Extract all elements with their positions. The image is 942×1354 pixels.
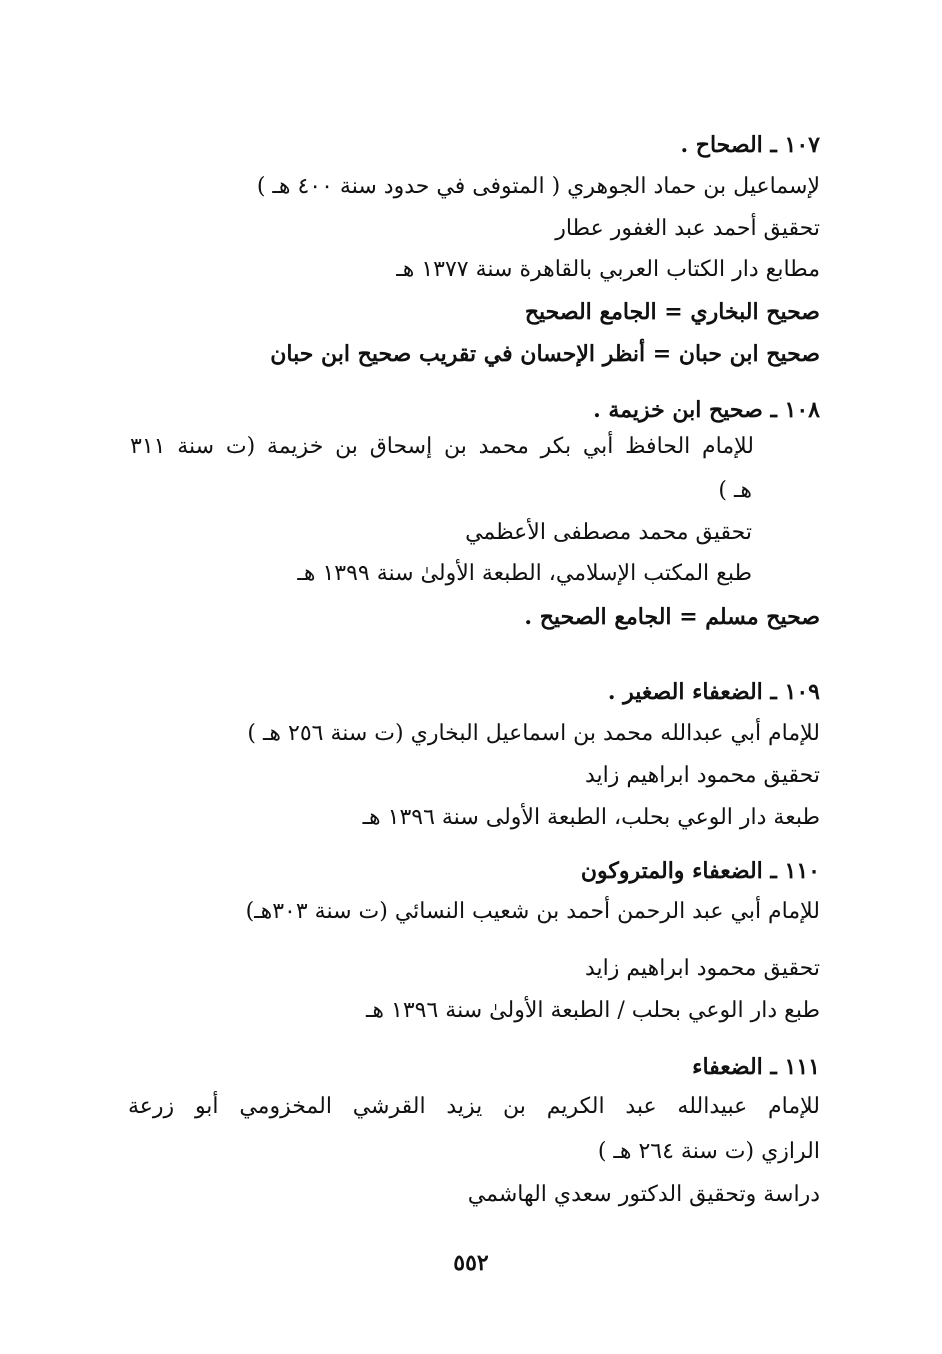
entry-heading-111: ١١١ ـ الضعفاء	[692, 1054, 820, 1080]
entry-110-author: للإمام أبي عبد الرحمن أحمد بن شعيب النسائي (ت سنة ٣٠٣هـ)	[245, 899, 820, 924]
page-number: ٥٥٢	[453, 1250, 489, 1276]
entry-108-author: للإمام الحافظ أبي بكر محمد بن إسحاق بن خزيمة (ت سنة ٣١١	[130, 434, 754, 459]
entry-111-author-cont: الرازي (ت سنة ٢٦٤ هـ )	[597, 1139, 820, 1164]
entry-108-publisher: طبع المكتب الإسلامي، الطبعة الأولىٰ سنة ١٣٩٩ هـ	[297, 561, 752, 586]
entry-110-publisher: طبع دار الوعي بحلب / الطبعة الأولىٰ سنة ١٣٩٦ هـ	[365, 998, 820, 1023]
entry-111-author: للإمام عبيدالله عبد الكريم بن يزيد القرشي المخزومي أبو زرعة	[128, 1094, 820, 1119]
entry-111-editor: دراسة وتحقيق الدكتور سعدي الهاشمي	[467, 1182, 820, 1207]
cross-reference-ibn-hibban: صحيح ابن حبان = أنظر الإحسان في تقريب صحيح ابن حبان	[270, 341, 820, 367]
entry-108-author-cont: هـ )	[718, 478, 752, 503]
entry-heading-108: ١٠٨ ـ صحيح ابن خزيمة .	[593, 397, 820, 423]
entry-109-author: للإمام أبي عبدالله محمد بن اسماعيل البخاري (ت سنة ٢٥٦ هـ )	[247, 721, 820, 746]
entry-109-publisher: طبعة دار الوعي بحلب، الطبعة الأولى سنة ١٣٩٦ هـ	[362, 805, 820, 830]
entry-heading-109: ١٠٩ ـ الضعفاء الصغير .	[607, 679, 820, 705]
entry-107-publisher: مطابع دار الكتاب العربي بالقاهرة سنة ١٣٧٧ هـ	[396, 257, 820, 282]
entry-107-editor: تحقيق أحمد عبد الغفور عطار	[555, 216, 820, 241]
entry-heading-110: ١١٠ ـ الضعفاء والمتروكون	[580, 858, 820, 884]
cross-reference-muslim: صحيح مسلم = الجامع الصحيح .	[524, 604, 820, 630]
entry-110-editor: تحقيق محمود ابراهيم زايد	[584, 956, 820, 981]
entry-109-editor: تحقيق محمود ابراهيم زايد	[584, 763, 820, 788]
entry-heading-107: ١٠٧ ـ الصحاح .	[680, 132, 820, 158]
entry-108-editor: تحقيق محمد مصطفى الأعظمي	[465, 520, 752, 545]
entry-107-author: لإسماعيل بن حماد الجوهري ( المتوفى في حدود سنة ٤٠٠ هـ )	[256, 174, 820, 199]
cross-reference-bukhari: صحيح البخاري = الجامع الصحيح	[524, 299, 820, 325]
